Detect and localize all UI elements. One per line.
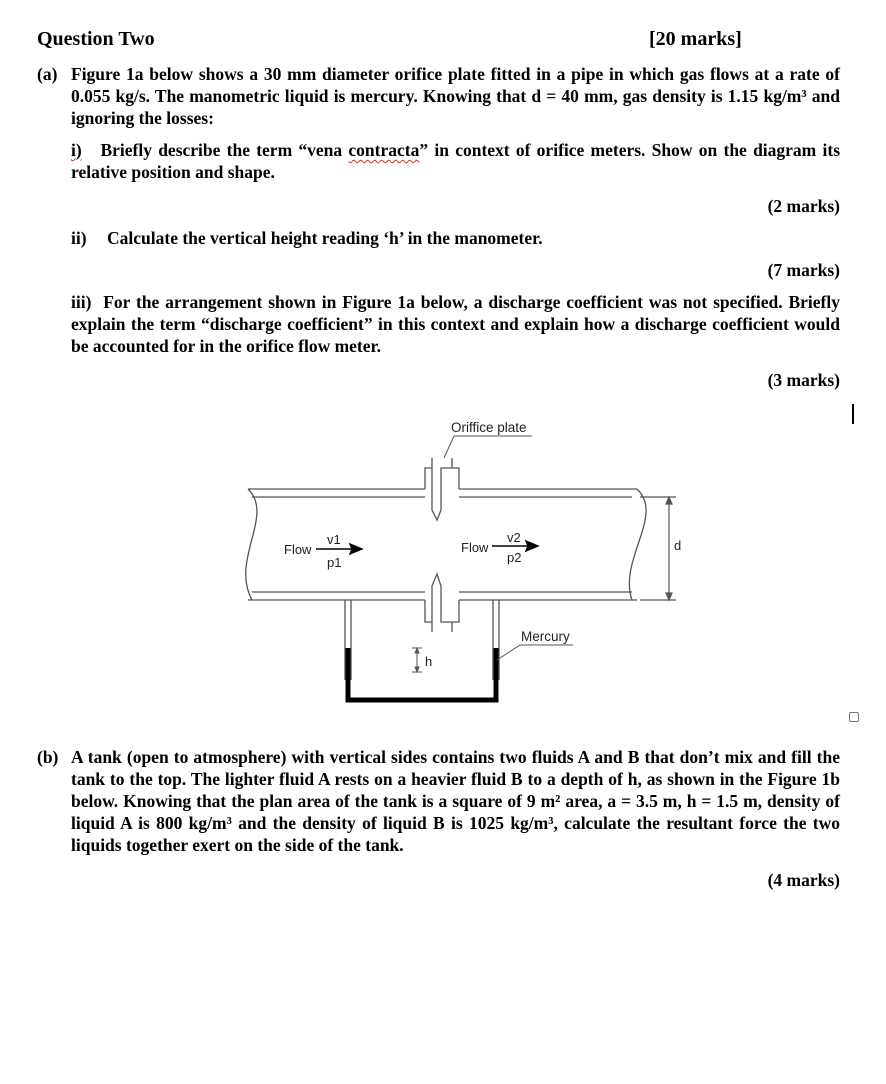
question-ii-label: ii) [71, 228, 87, 248]
plate-label-leader [444, 436, 532, 458]
part-b-marks: (4 marks) [767, 870, 840, 890]
pipe-break-left [246, 489, 257, 600]
question-i-text-end: ” in context of orifice meters. Show on the diagram its relative position and shape. [71, 140, 841, 182]
checkbox-icon[interactable] [849, 712, 859, 722]
part-b-text: A tank (open to atmosphere) with vertical sides contains two fluids A and B that don’t mix and fill the tank to the top. The lighter fluid A rests on a heavier fluid B to a depth of h, as shown in the Figure 1b below. Knowing that the plan area of the tank is a square of 9 m² area, a = 3.5 m, h = 1.5 m, density of liquid A is 800 kg/m³ and the density of liquid B is 1025 kg/m³, calculate the resultant force the two liquids together exert on the side of the tank. [71, 747, 840, 855]
spellcheck-flagged-word[interactable]: contracta [348, 140, 420, 160]
pipe-break-right [629, 489, 646, 600]
top-flange [425, 468, 459, 489]
p1-label: p1 [327, 555, 342, 570]
question-i-text-start: Briefly describe the term “vena [100, 140, 349, 160]
d-dimension-line [666, 497, 672, 600]
question-title: Question Two [37, 28, 155, 50]
part-a-intro: Figure 1a below shows a 30 mm diameter orifice plate fitted in a pipe in which gas flows at a rate of 0.055 kg/s. The manometric liquid is mercury. Knowing that d = 40 mm, gas density is 1.15 kg/m³ and ignoring the losses: [71, 64, 840, 128]
p2-label: p2 [507, 550, 522, 565]
d-label: d [674, 538, 682, 553]
v2-label: v2 [507, 530, 521, 545]
mercury-column [348, 648, 496, 700]
part-b-label: (b) [37, 747, 59, 767]
question-iii-text: For the arrangement shown in Figure 1a below, a discharge coefficient was not specified. Briefly explain the term “discharge coefficient” in this context and explain how a discharge coefficient would be accounted for in the orifice flow meter. [71, 292, 841, 356]
figure-1a-orifice-diagram [0, 410, 886, 710]
bottom-flange [425, 600, 459, 622]
orifice-plate-bottom [432, 574, 452, 632]
plate-label: Oriffice plate [451, 420, 527, 435]
part-a-label: (a) [37, 64, 58, 84]
mercury-label: Mercury [521, 629, 570, 644]
h-dimension [412, 648, 422, 672]
question-iii-marks: (3 marks) [767, 370, 840, 390]
question-ii-marks: (7 marks) [767, 260, 840, 280]
flow-label-right: Flow [461, 540, 489, 555]
manometer-tube [345, 600, 499, 680]
question-iii-label: iii) [71, 292, 92, 312]
h-label: h [425, 654, 433, 669]
question-i-marks: (2 marks) [767, 196, 840, 216]
question-i-label: i) [71, 140, 82, 160]
mercury-label-leader [497, 645, 573, 660]
question-ii-text: Calculate the vertical height reading ‘h’ in the manometer. [107, 228, 543, 248]
orifice-plate-top [432, 458, 452, 520]
flow-label-left: Flow [284, 542, 312, 557]
v1-label: v1 [327, 532, 341, 547]
total-marks: [20 marks] [649, 28, 742, 50]
question-i [71, 139, 840, 183]
question-iii [71, 291, 840, 357]
